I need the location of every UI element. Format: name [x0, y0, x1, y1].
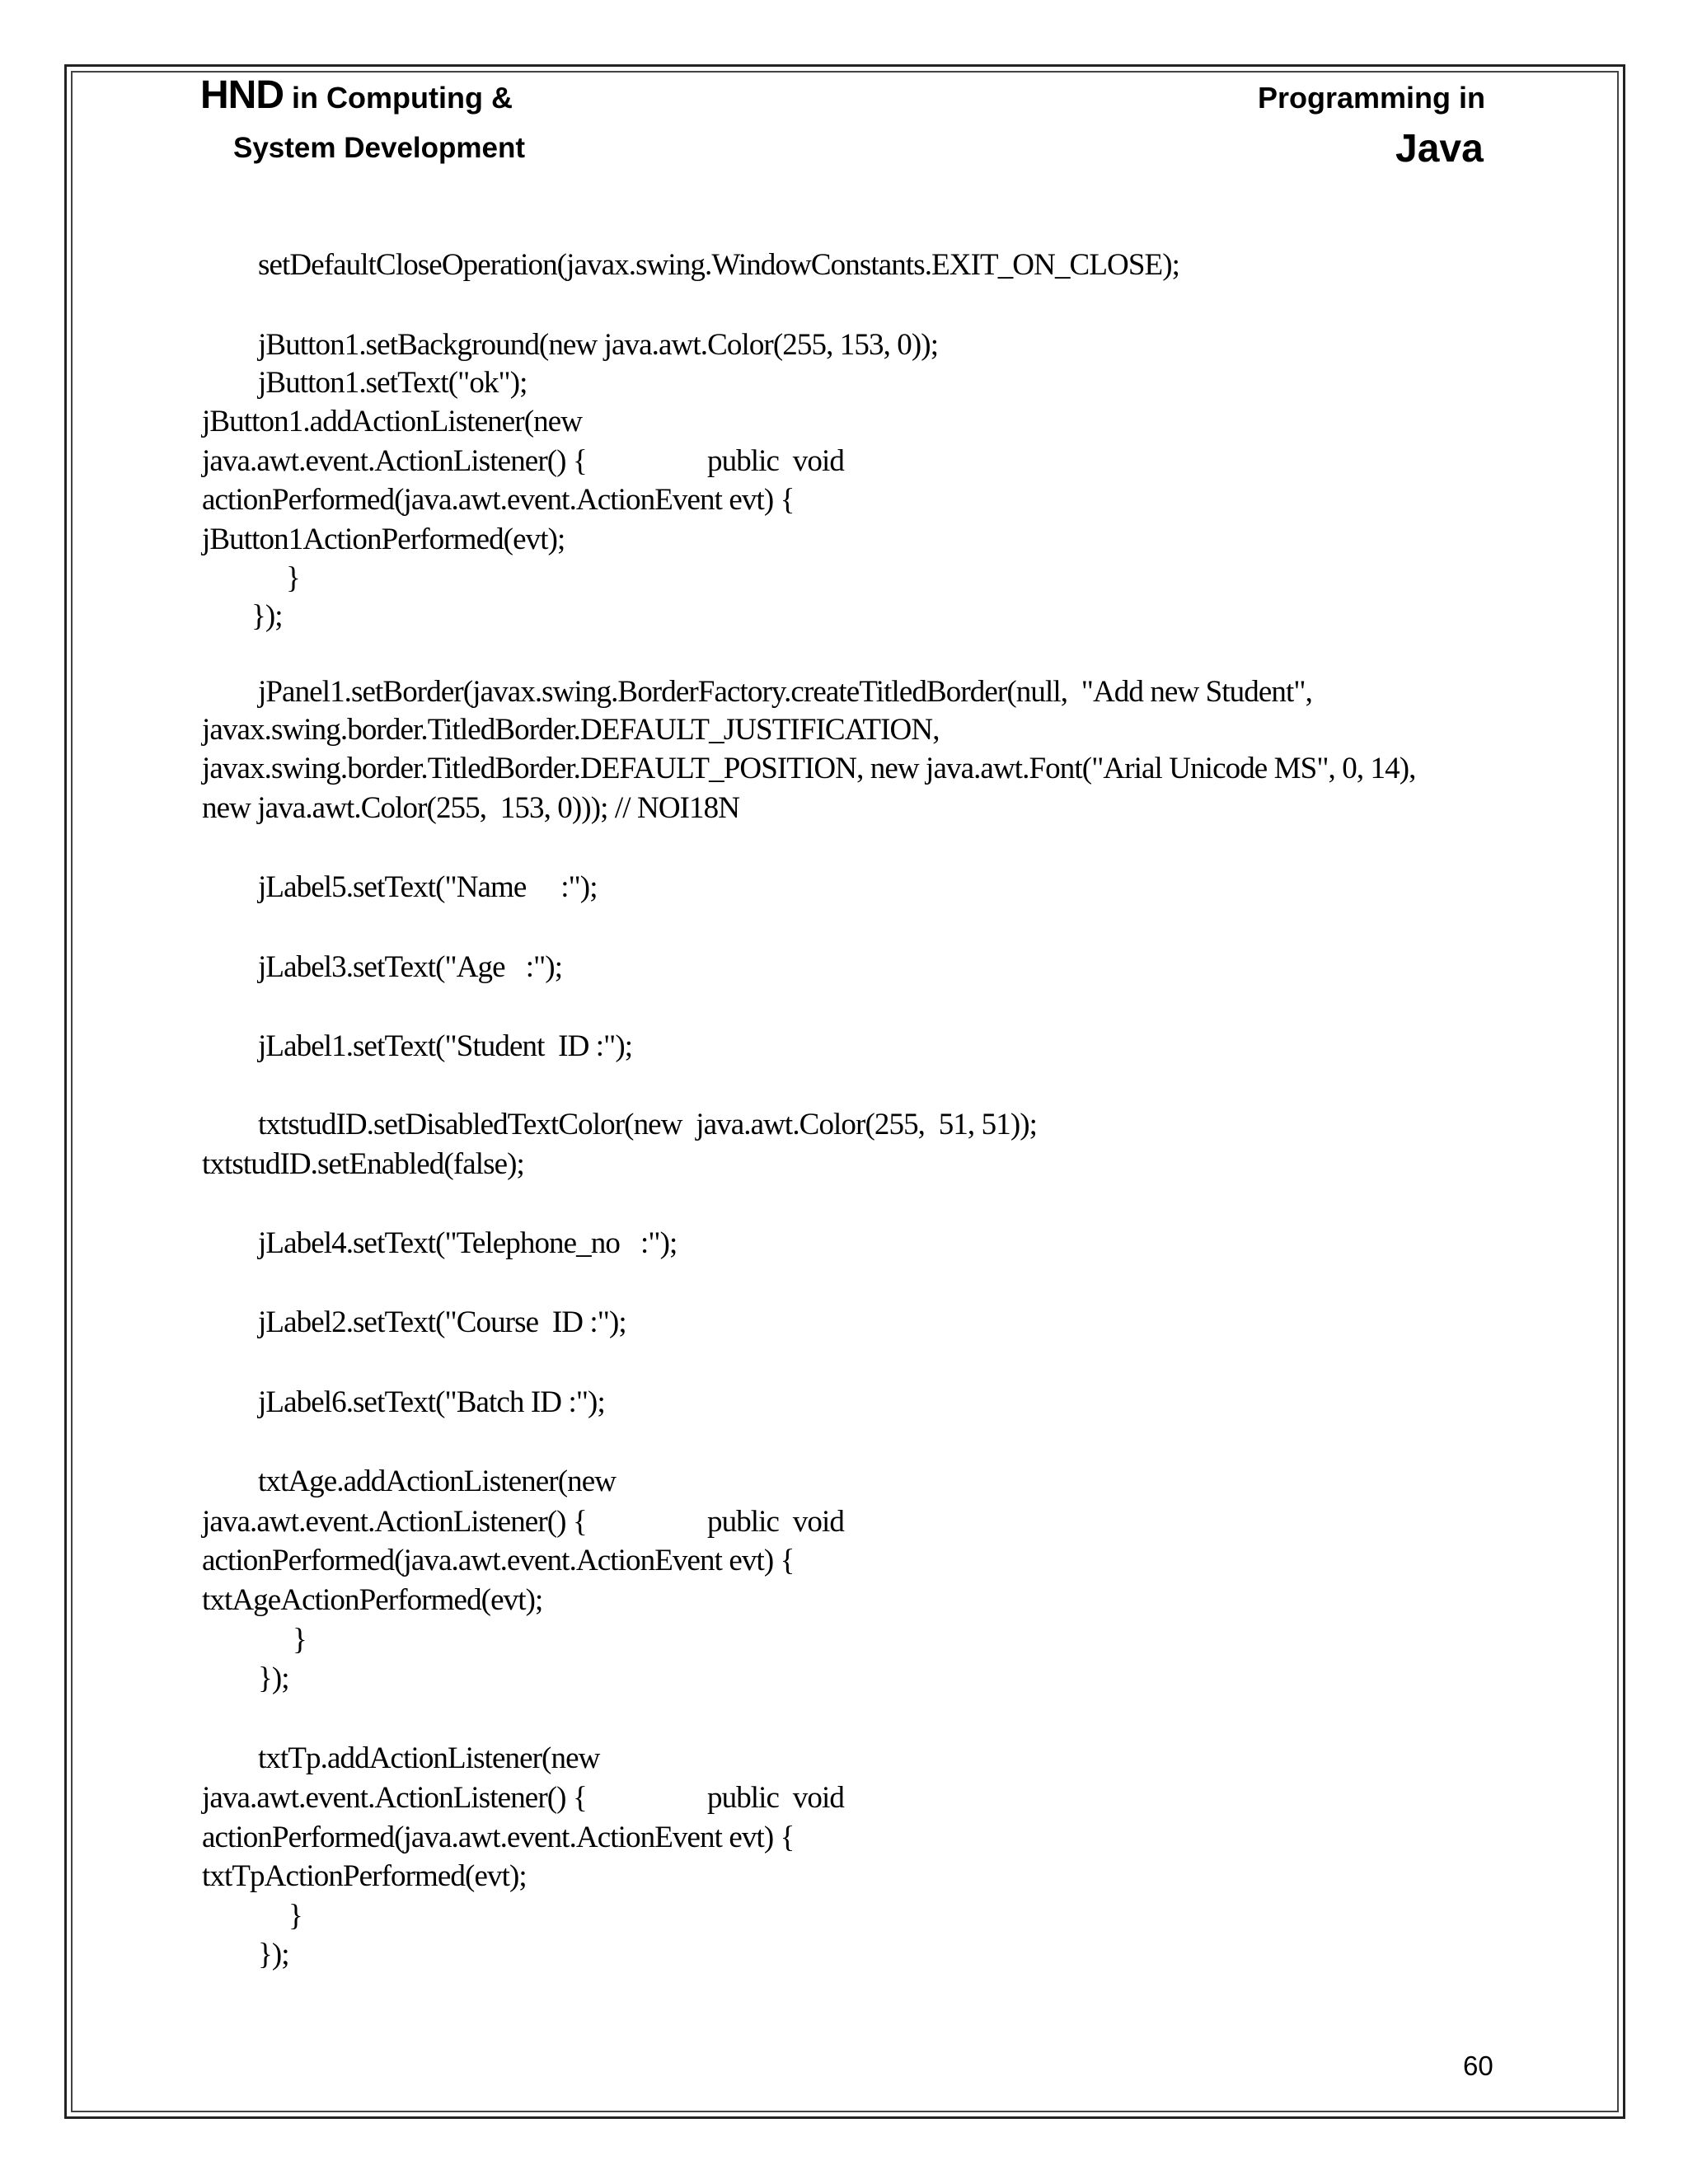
code-line: javax.swing.border.TitledBorder.DEFAULT_JUSTIFICATION,: [202, 713, 940, 747]
code-line: public void: [707, 1505, 844, 1539]
code-line: txtAge.addActionListener(new: [258, 1465, 617, 1498]
code-line: });: [258, 1938, 289, 1971]
code-line: java.awt.event.ActionListener() {: [202, 1505, 587, 1539]
code-line: public void: [707, 444, 844, 478]
code-line: javax.swing.border.TitledBorder.DEFAULT_POSITION, new java.awt.Font("Arial Unicode MS", 0, 14),: [202, 752, 1416, 785]
code-line: actionPerformed(java.awt.event.ActionEvent evt) {: [202, 1544, 795, 1577]
code-line: jButton1.setText("ok");: [258, 366, 528, 400]
page-number: 60: [1463, 2050, 1493, 2081]
code-line: jPanel1.setBorder(javax.swing.BorderFactory.createTitledBorder(null, "Add new Student",: [258, 675, 1312, 709]
code-line: txtstudID.setEnabled(false);: [202, 1147, 524, 1181]
header-hnd: HND: [200, 73, 284, 117]
code-line: actionPerformed(java.awt.event.ActionEvent evt) {: [202, 1821, 795, 1854]
code-line: java.awt.event.ActionListener() {: [202, 1781, 587, 1815]
code-line: txtTpActionPerformed(evt);: [202, 1859, 527, 1893]
code-line: txtstudID.setDisabledTextColor(new java.awt.Color(255, 51, 51));: [258, 1108, 1038, 1141]
header-system-development: System Development: [233, 132, 526, 164]
code-line: jLabel6.setText("Batch ID :");: [258, 1385, 605, 1419]
code-line: jLabel2.setText("Course ID :");: [258, 1305, 626, 1339]
code-line: }: [286, 561, 300, 595]
code-line: txtAgeActionPerformed(evt);: [202, 1583, 543, 1617]
code-line: actionPerformed(java.awt.event.ActionEvent evt) {: [202, 483, 795, 517]
code-line: setDefaultCloseOperation(javax.swing.WindowConstants.EXIT_ON_CLOSE);: [258, 248, 1180, 282]
header-java: Java: [1395, 127, 1484, 171]
code-line: txtTp.addActionListener(new: [258, 1741, 600, 1775]
header-programming-in: Programming in: [1258, 81, 1486, 115]
code-line: });: [251, 599, 283, 633]
code-line: });: [258, 1661, 289, 1695]
header-in-computing: in Computing &: [284, 81, 513, 115]
code-line: public void: [707, 1781, 844, 1815]
code-line: jLabel4.setText("Telephone_no :");: [258, 1226, 678, 1260]
code-line: java.awt.event.ActionListener() {: [202, 444, 587, 478]
code-line: new java.awt.Color(255, 153, 0))); // NOI18N: [202, 791, 740, 825]
code-line: jLabel3.setText("Age :");: [258, 950, 563, 984]
code-line: jButton1ActionPerformed(evt);: [202, 523, 565, 556]
code-line: jButton1.addActionListener(new: [202, 405, 583, 438]
code-line: jLabel5.setText("Name :");: [258, 870, 598, 904]
code-line: }: [293, 1623, 307, 1657]
code-line: }: [288, 1899, 302, 1933]
code-line: jLabel1.setText("Student ID :");: [258, 1029, 633, 1063]
code-line: jButton1.setBackground(new java.awt.Color(255, 153, 0));: [258, 328, 939, 362]
